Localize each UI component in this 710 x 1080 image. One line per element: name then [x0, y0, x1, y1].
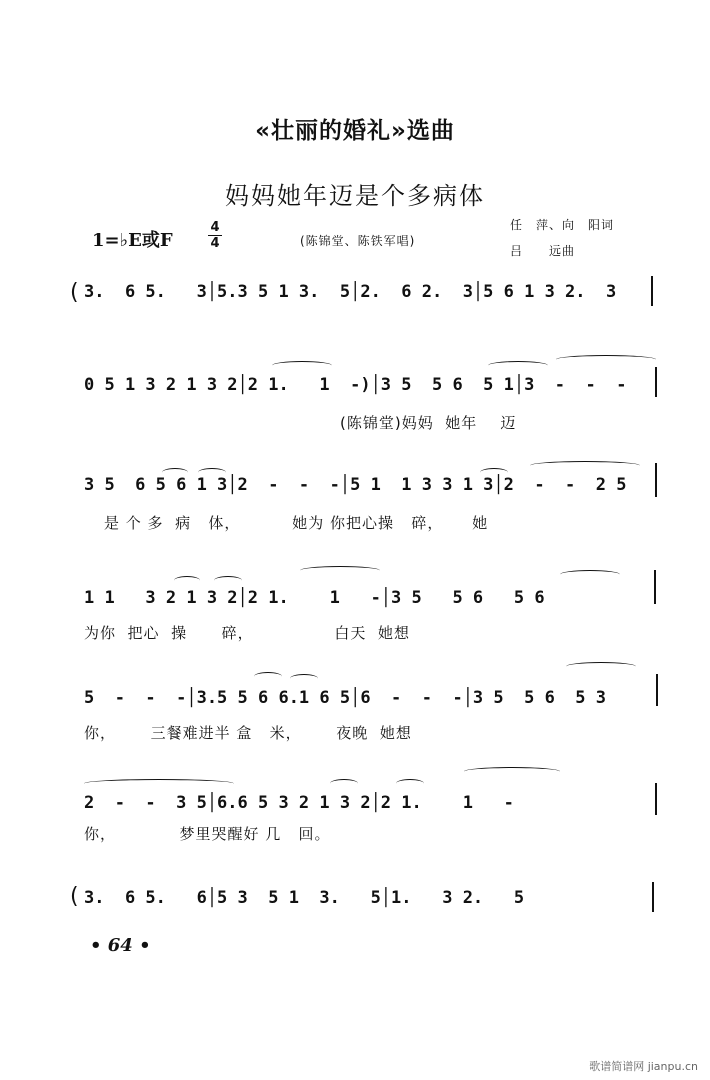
lyric: 是 个 多 病 体， 她为 你把心操 碎， 她	[104, 514, 489, 532]
lyric: (陈锦堂)妈妈 她年 迈	[340, 414, 517, 432]
notes: 0 5 1 3 2 1 3 2│2 1. 1 -)│3 5 5 6 5 1│3 - - -	[84, 375, 627, 395]
lyric: 你， 三餐难进半 盒 米， 夜晚 她想	[84, 724, 412, 742]
song-title: 妈妈她年迈是个多病体	[225, 182, 485, 210]
notes: 3 5 6 5 6 1 3│2 - - -│5 1 1 3 3 1 3│2 - - 2 5	[84, 475, 627, 495]
time-signature	[207, 220, 223, 251]
lyric: 你， 梦里哭醒好 几 回。	[84, 825, 331, 843]
notes: 3. 6 5. 6│5 3 5 1 3. 5│1. 3 2. 5	[84, 888, 525, 908]
singers: (陈锦堂、陈铁军唱)	[300, 234, 416, 248]
page-number: • 64 •	[90, 935, 151, 956]
notes: 1 1 3 2 1 3 2│2 1. 1 -│3 5 5 6 5 6	[84, 588, 545, 608]
composer-credit: 吕 远曲	[510, 244, 576, 258]
book-title: «壮丽的婚礼»选曲	[255, 118, 455, 144]
notes: 5 - - -│3.5 5 6 6.1 6 5│6 - - -│3 5 5 6 5 3	[84, 688, 606, 708]
meter-bottom: 4	[210, 236, 220, 251]
notes: 2 - - 3 5│6.6 5 3 2 1 3 2│2 1. 1 -	[84, 793, 514, 813]
key-signature: 1=♭E或F	[92, 230, 173, 251]
lyric: 为你 把心 操 碎， 白天 她想	[84, 624, 410, 642]
lyricist-credit: 任 萍、向 阳词	[510, 218, 615, 232]
notes: 3. 6 5. 3│5.3 5 1 3. 5│2. 6 2. 3│5 6 1 3 2. 3	[84, 282, 617, 302]
meter-top: 4	[210, 220, 220, 235]
watermark: 歌谱简谱网 jianpu.cn	[589, 1060, 698, 1073]
